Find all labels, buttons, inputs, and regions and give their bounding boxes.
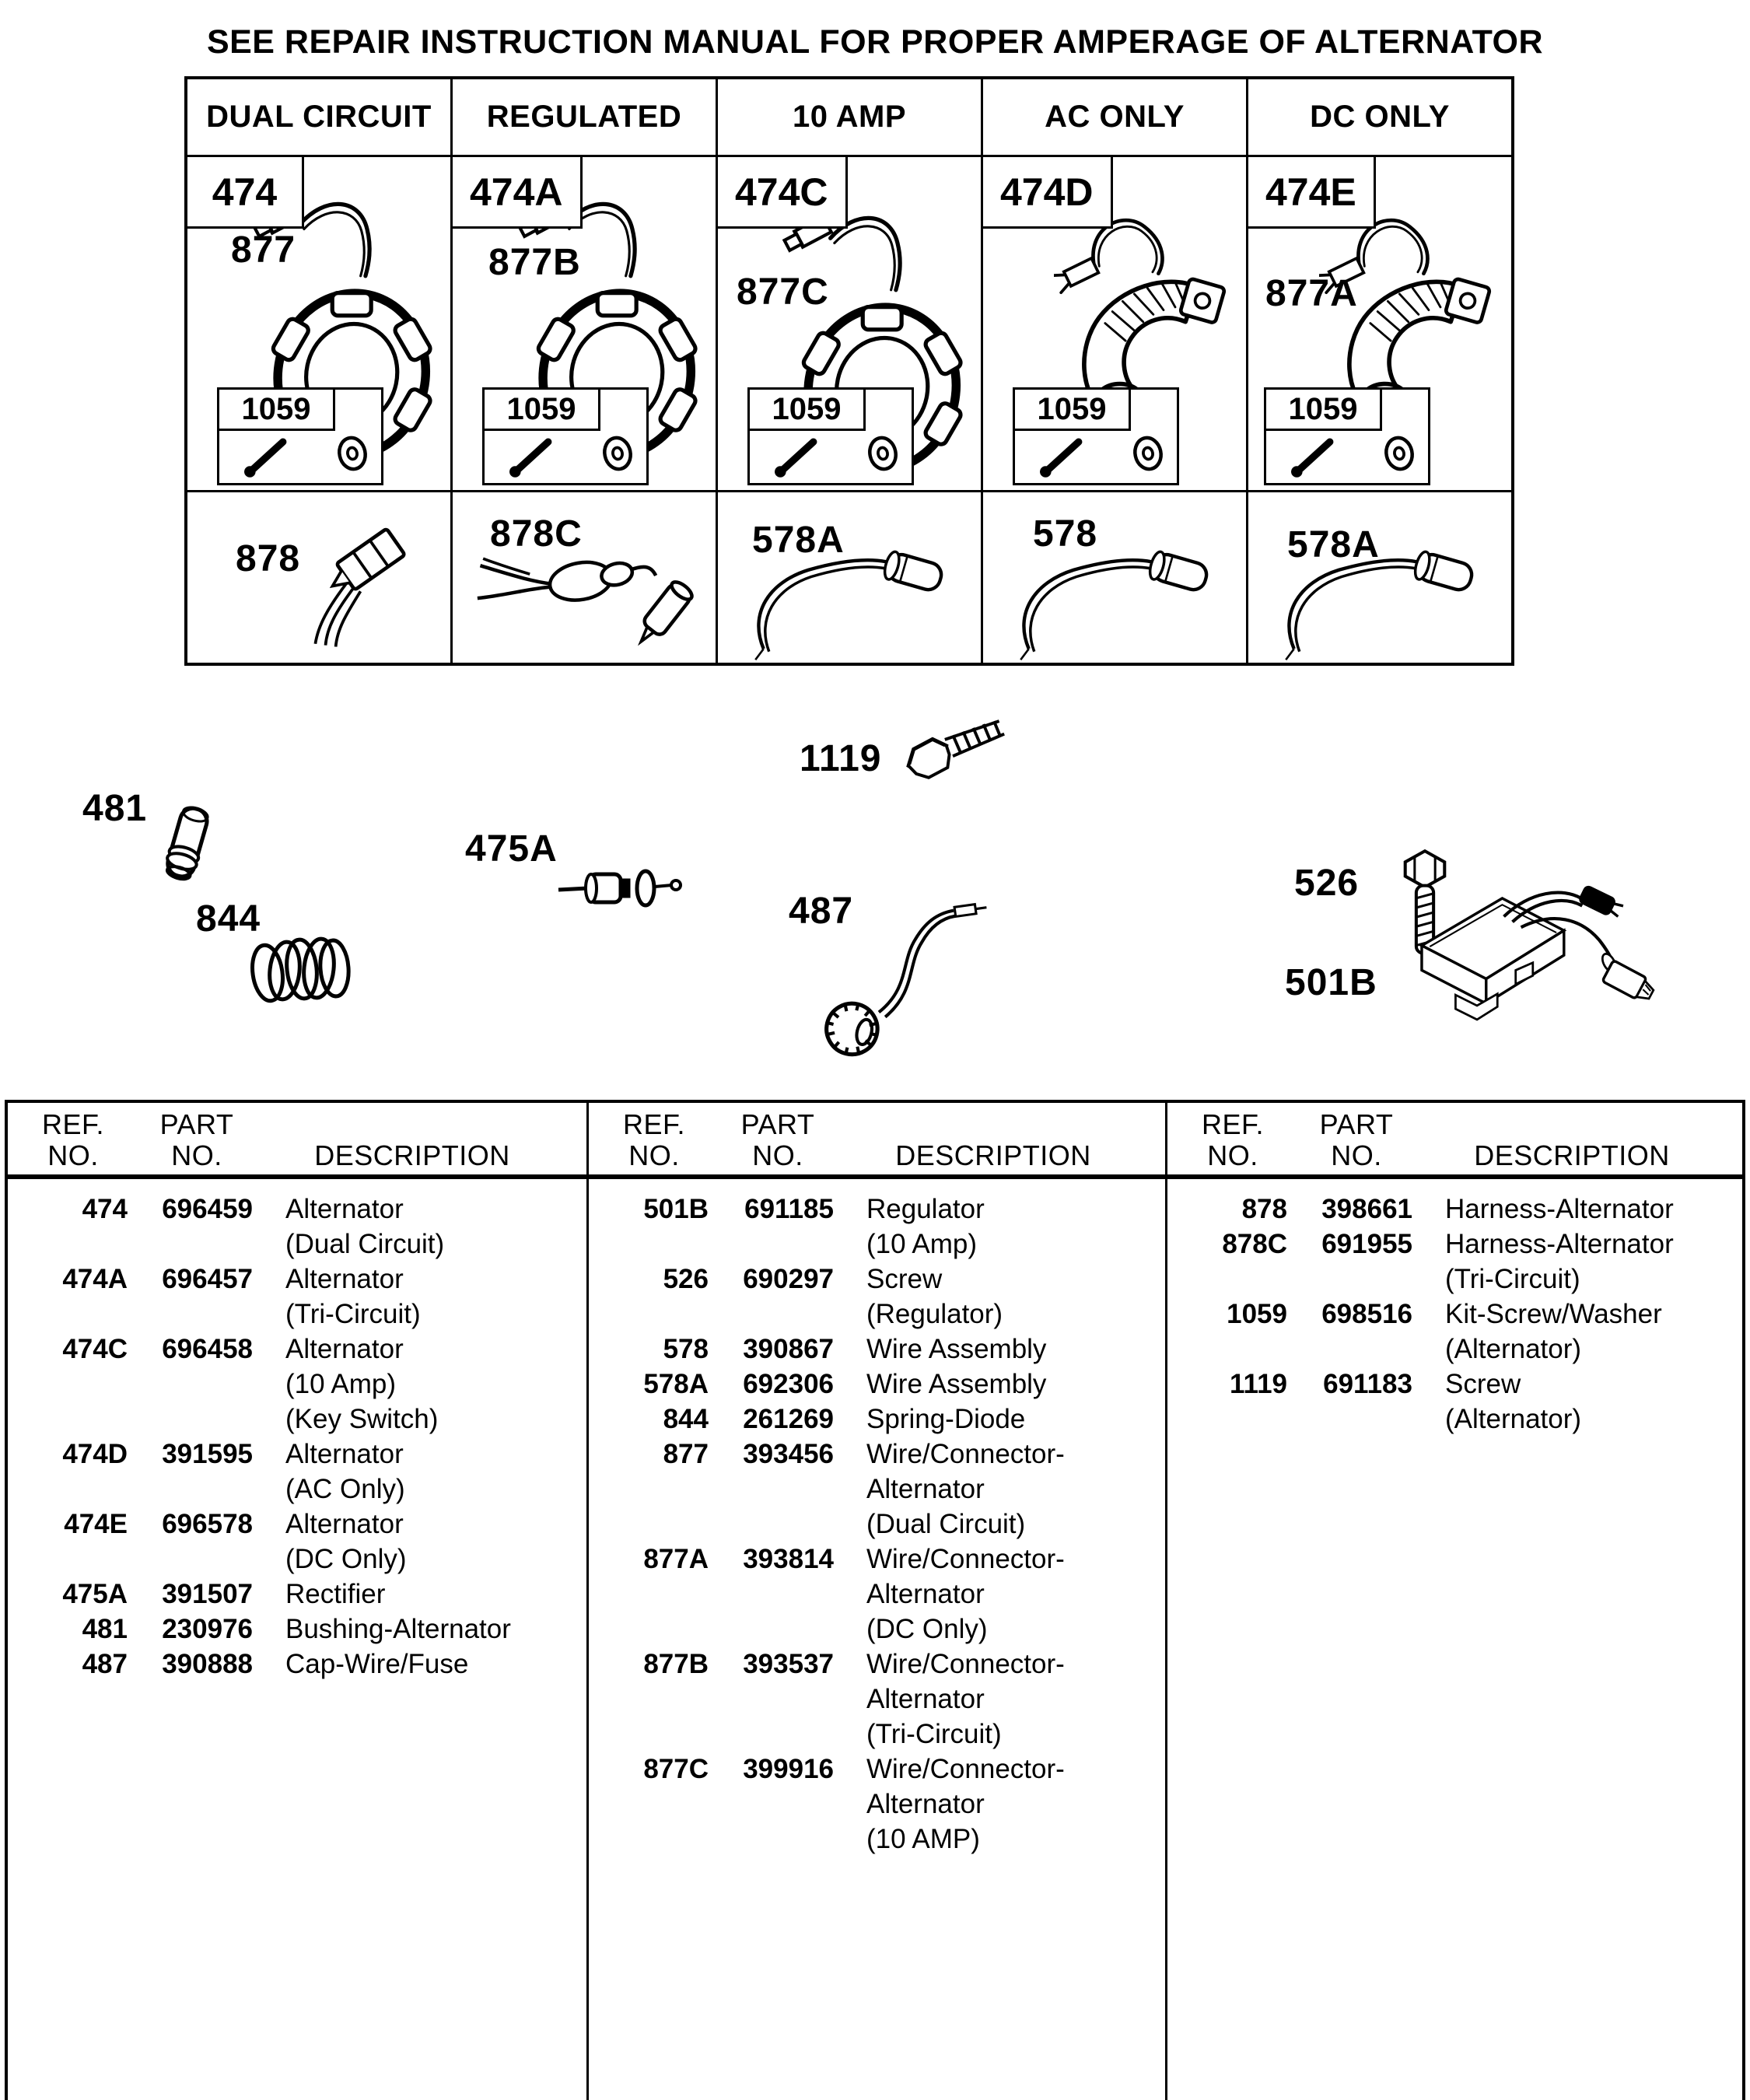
parts-rows [8,1192,586,1682]
header-line: NO. [1207,1139,1258,1171]
parts-row [589,1752,1165,1787]
alternator-variant-table [184,76,1514,666]
header-line: NO. [47,1139,99,1171]
description-cell: Rectifier [285,1579,386,1609]
parts-row [589,1612,1165,1647]
parts-row [589,1647,1165,1682]
parts-list-column [1167,1103,1742,2100]
parts-row [589,1577,1165,1612]
parts-row [8,1647,586,1682]
loose-part-label: 1119 [800,738,882,779]
parts-rows [1167,1192,1742,1437]
description-cell: (Dual Circuit) [285,1229,445,1259]
alternator-cell [187,157,450,490]
wire-connector-label: 877A [1265,273,1358,314]
ref-no-cell: 578A [643,1369,709,1399]
kit-ref-label: 1059 [747,387,866,431]
loose-part-label: 526 [1294,863,1360,904]
header-line: REF. [1201,1108,1264,1140]
part-no-cell: 691955 [1321,1229,1412,1259]
kit-ref-label: 1059 [1264,387,1382,431]
regulator-icon [1392,865,1661,1048]
description-cell: (Regulator) [866,1299,1003,1329]
screw-icon [224,430,311,480]
part-no-cell: 391507 [162,1579,253,1609]
parts-row [8,1577,586,1612]
parts-row [589,1787,1165,1822]
description-cell: (Key Switch) [285,1404,439,1434]
parts-row [8,1192,586,1227]
ref-number-box: 474 [187,157,304,229]
description-cell: Alternator [285,1439,404,1469]
description-cell: Alternator [285,1264,404,1294]
description-cell: (Dual Circuit) [866,1509,1026,1539]
parts-row [589,1402,1165,1437]
description-cell: (AC Only) [285,1474,405,1504]
header-line: PART [740,1108,815,1140]
parts-row [589,1192,1165,1227]
parts-row [8,1297,586,1332]
ref-number-box: 474D [983,157,1113,229]
wire-connector-label: 877C [737,271,829,313]
loose-part-label: 844 [196,898,261,940]
kit-ref-label: 1059 [482,387,600,431]
ref-no-cell: 877B [643,1649,709,1679]
parts-row [1167,1367,1742,1402]
part-no-cell: 696578 [162,1509,253,1539]
description-cell: (10 Amp) [285,1369,396,1399]
plug-harness-icon [261,514,436,653]
alternator-cell [453,157,716,490]
header-line: REF. [41,1108,104,1140]
ref-no-cell: 877C [643,1754,709,1784]
part-no-cell: 692306 [743,1369,834,1399]
ref-no-cell: 474D [62,1439,128,1469]
description-cell: Spring-Diode [866,1404,1026,1434]
parts-list-table [5,1100,1745,2100]
parts-row [589,1507,1165,1542]
part-no-cell: 393537 [743,1649,834,1679]
column-header: AC ONLY [983,79,1246,157]
diagram-column [1246,79,1511,663]
description-cell: Alternator [285,1334,404,1364]
ref-no-cell: 474E [64,1509,128,1539]
ref-number-box: 474A [453,157,583,229]
alternator-cell [983,157,1246,490]
cap-wire-icon [806,894,989,1062]
part-no-cell: 691183 [1323,1369,1412,1399]
part-no-cell: 261269 [743,1404,834,1434]
kit-ref-label: 1059 [217,387,335,431]
harness-cell [718,490,981,658]
column-header: DC ONLY [1248,79,1511,157]
parts-row [1167,1332,1742,1367]
kit-screw-washer-box [1013,387,1179,485]
kit-screw-washer-box [747,387,914,485]
kit-screw-washer-box [482,387,649,485]
parts-row [1167,1262,1742,1297]
washer-icon [862,430,904,477]
ref-no-cell: 474 [82,1194,128,1224]
part-no-header [719,1109,836,1171]
description-cell: (Alternator) [1445,1404,1582,1434]
description-cell: Harness-Alternator [1445,1194,1674,1224]
ref-no-cell: 487 [82,1649,128,1679]
diagram-column [716,79,981,663]
loose-part-label: 481 [82,788,148,829]
parts-row [8,1507,586,1542]
kit-screw-washer-box [217,387,383,485]
description-cell: Wire/Connector- [866,1439,1065,1469]
description-cell: Screw [866,1264,943,1294]
part-no-header [138,1109,255,1171]
description-cell: Wire/Connector- [866,1649,1065,1679]
screw-icon [754,430,842,480]
wire-connector-label: 877B [488,242,581,283]
part-no-cell: 690297 [743,1264,834,1294]
description-header: DESCRIPTION [895,1139,1091,1171]
ref-no-cell: 526 [663,1264,709,1294]
spring-icon [246,927,362,1014]
description-cell: (DC Only) [285,1544,407,1574]
description-cell: Alternator [285,1194,404,1224]
part-no-cell: 696457 [162,1264,253,1294]
ref-no-cell: 877 [663,1439,709,1469]
hex-bolt-icon [894,709,1031,801]
parts-row [1167,1297,1742,1332]
ref-no-cell: 1119 [1230,1369,1287,1399]
parts-row [1167,1192,1742,1227]
header-line: PART [1319,1108,1394,1140]
wire-connector-label: 877 [231,229,296,271]
diagram-column [450,79,716,663]
part-no-cell: 393814 [743,1544,834,1574]
header-line: NO. [171,1139,222,1171]
part-no-cell: 696458 [162,1334,253,1364]
ref-number-box: 474C [718,157,848,229]
description-cell: Wire/Connector- [866,1544,1065,1574]
bushing-icon [149,795,223,898]
loose-part-label: 475A [465,828,558,870]
part-no-cell: 398661 [1321,1194,1412,1224]
washer-icon [1127,430,1169,477]
ref-no-cell: 474C [62,1334,128,1364]
harness-label: 578A [1287,524,1380,565]
parts-row [589,1437,1165,1472]
parts-row [589,1542,1165,1577]
description-cell: (Tri-Circuit) [866,1719,1002,1749]
part-no-cell: 393456 [743,1439,834,1469]
part-no-cell: 399916 [743,1754,834,1784]
parts-row [1167,1227,1742,1262]
harness-cell [453,490,716,658]
parts-rows [589,1192,1165,1857]
harness-label: 578A [752,520,845,561]
parts-row [8,1437,586,1472]
parts-row [589,1297,1165,1332]
parts-list-column [589,1103,1165,2100]
part-no-cell: 696459 [162,1194,253,1224]
part-no-cell: 691185 [744,1194,834,1224]
harness-label: 878 [236,538,301,579]
description-cell: Alternator [866,1789,985,1819]
ref-no-header [1178,1109,1287,1171]
part-no-header [1298,1109,1415,1171]
description-cell: Alternator [866,1579,985,1609]
harness-cell [187,490,450,658]
harness-label: 578 [1033,513,1098,555]
description-header: DESCRIPTION [1474,1139,1670,1171]
ref-no-cell: 501B [643,1194,709,1224]
part-no-cell: 391595 [162,1439,253,1469]
description-cell: (DC Only) [866,1614,988,1644]
ref-no-cell: 878 [1241,1194,1287,1224]
parts-row [1167,1402,1742,1437]
description-cell: Wire/Connector- [866,1754,1065,1784]
description-cell: Alternator [285,1509,404,1539]
parts-row [8,1542,586,1577]
description-cell: (Tri-Circuit) [285,1299,421,1329]
ref-no-cell: 1059 [1227,1299,1287,1329]
description-cell: Regulator [866,1194,985,1224]
ref-no-header [600,1109,709,1171]
kit-screw-washer-box [1264,387,1430,485]
header-line: REF. [622,1108,685,1140]
description-cell: Bushing-Alternator [285,1614,511,1644]
description-cell: Cap-Wire/Fuse [285,1649,469,1679]
alternator-cell [1248,157,1511,490]
alternator-cell [718,157,981,490]
description-cell: Harness-Alternator [1445,1229,1674,1259]
page-title: SEE REPAIR INSTRUCTION MANUAL FOR PROPER AMPERAGE OF ALTERNATOR [206,23,1544,61]
header-line: PART [159,1108,234,1140]
harness-label: 878C [490,513,583,555]
ref-number-box: 474E [1248,157,1376,229]
diagram-column [187,79,450,663]
description-cell: (Tri-Circuit) [1445,1264,1580,1294]
washer-icon [1378,430,1420,477]
parts-row [589,1227,1165,1262]
rectifier-icon [555,856,688,921]
ref-no-header [19,1109,128,1171]
header-line: NO. [628,1139,680,1171]
parts-row [589,1822,1165,1857]
parts-list-column [8,1103,586,2100]
description-cell: Screw [1445,1369,1521,1399]
header-line: NO. [1331,1139,1382,1171]
washer-icon [597,430,639,477]
kit-ref-label: 1059 [1013,387,1131,431]
parts-row [8,1472,586,1507]
parts-row [589,1332,1165,1367]
harness-cell [1248,490,1511,658]
part-no-cell: 698516 [1321,1299,1412,1329]
description-cell: Alternator [866,1684,985,1714]
part-no-cell: 390867 [743,1334,834,1364]
washer-icon [331,430,373,477]
part-no-cell: 230976 [162,1614,253,1644]
ref-no-cell: 878C [1222,1229,1287,1259]
description-cell: (10 AMP) [866,1824,980,1854]
ref-no-cell: 475A [62,1579,128,1609]
parts-row [589,1367,1165,1402]
screw-icon [1271,430,1358,480]
ref-no-cell: 481 [82,1614,128,1644]
description-cell: (10 Amp) [866,1229,977,1259]
parts-row [8,1262,586,1297]
parts-row [8,1227,586,1262]
parts-row [8,1402,586,1437]
description-header: DESCRIPTION [314,1139,510,1171]
ref-no-cell: 877A [643,1544,709,1574]
screw-icon [1020,430,1107,480]
ref-no-cell: 578 [663,1334,709,1364]
description-cell: Kit-Screw/Washer [1445,1299,1662,1329]
screw-icon [489,430,576,480]
description-cell: (Alternator) [1445,1334,1582,1364]
parts-row [589,1262,1165,1297]
part-no-cell: 390888 [162,1649,253,1679]
column-header: 10 AMP [718,79,981,157]
loose-part-label: 501B [1285,962,1377,1003]
harness-cell [983,490,1246,658]
ref-no-cell: 844 [663,1404,709,1434]
parts-row [8,1332,586,1367]
description-cell: Alternator [866,1474,985,1504]
column-header: DUAL CIRCUIT [187,79,450,157]
column-header: REGULATED [453,79,716,157]
parts-row [589,1682,1165,1717]
parts-row [589,1717,1165,1752]
parts-row [589,1472,1165,1507]
parts-row [8,1367,586,1402]
parts-row [8,1612,586,1647]
description-cell: Wire Assembly [866,1334,1047,1364]
loose-part-label: 487 [789,891,854,932]
ref-no-cell: 474A [62,1264,128,1294]
header-line: NO. [752,1139,803,1171]
diagram-column [981,79,1246,663]
description-cell: Wire Assembly [866,1369,1047,1399]
